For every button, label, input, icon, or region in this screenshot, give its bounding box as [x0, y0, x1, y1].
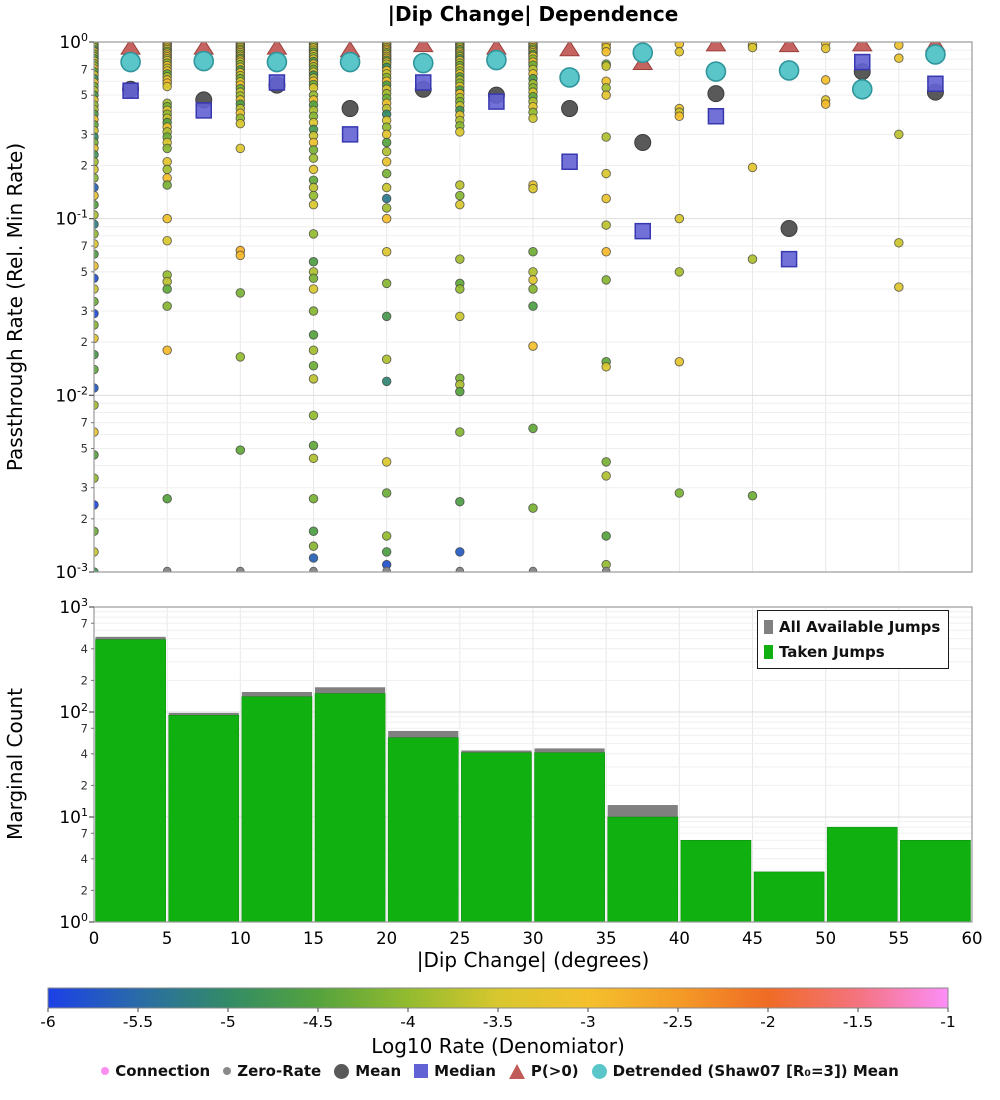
- svg-text:5: 5: [161, 929, 173, 948]
- svg-text:55: 55: [888, 929, 910, 948]
- circle-marker-icon: [334, 1064, 349, 1079]
- svg-text:2: 2: [80, 158, 88, 173]
- svg-text:3: 3: [80, 480, 88, 495]
- svg-text:-4: -4: [400, 1013, 416, 1031]
- svg-text:100: $10^0$: [59, 911, 88, 933]
- svg-text:100: $10^0$: [59, 31, 88, 53]
- chart-title: |Dip Change| Dependence: [387, 2, 679, 26]
- legend-item-label: Detrended (Shaw07 [R₀=3]) Mean: [612, 1062, 899, 1080]
- svg-text:3: 3: [80, 304, 88, 319]
- svg-text:2: 2: [80, 673, 88, 688]
- svg-text:50: 50: [815, 929, 837, 948]
- svg-text:5: 5: [80, 441, 88, 456]
- square-marker-icon: [414, 1064, 428, 1078]
- svg-text:2: 2: [80, 511, 88, 526]
- svg-text:2: 2: [80, 335, 88, 350]
- svg-text:10-1: $10^{-1}$: [55, 207, 88, 230]
- svg-text:30: 30: [522, 929, 544, 948]
- svg-text:-1.5: -1.5: [842, 1013, 874, 1031]
- svg-text:7: 7: [80, 616, 88, 631]
- svg-text:7: 7: [80, 721, 88, 736]
- svg-text:101: $10^1$: [59, 806, 88, 828]
- legend-item-3: [414, 1062, 496, 1080]
- scatter-y-axis-label: Passthrough Rate (Rel. Min Rate): [3, 142, 27, 472]
- legend-item-1: [223, 1062, 321, 1080]
- svg-text:-5: -5: [220, 1013, 236, 1031]
- legend-item-label: Zero-Rate: [237, 1062, 322, 1080]
- legend-item-label: P(>0): [530, 1062, 579, 1080]
- taken-jumps-swatch-icon: [764, 645, 773, 659]
- svg-text:45: 45: [742, 929, 763, 948]
- svg-text:-2: -2: [760, 1013, 776, 1031]
- taken-jumps-label: Taken Jumps: [779, 642, 885, 661]
- svg-text:35: 35: [595, 929, 617, 948]
- legend-row-taken: [764, 639, 940, 664]
- svg-text:-6: -6: [40, 1013, 56, 1031]
- svg-text:60: 60: [961, 929, 983, 948]
- svg-text:10-3: $10^{-3}$: [55, 561, 88, 583]
- all-available-label: All Available Jumps: [779, 617, 941, 636]
- svg-text:7: 7: [80, 239, 88, 254]
- legend-item-label: Mean: [355, 1062, 402, 1080]
- legend-row-all-available: [764, 614, 940, 639]
- bars-y-axis-label: Marginal Count: [3, 688, 27, 840]
- triangle-marker-icon: [509, 1064, 525, 1079]
- svg-text:7: 7: [80, 62, 88, 77]
- svg-text:7: 7: [80, 826, 88, 841]
- svg-text:0: 0: [88, 929, 100, 948]
- circle-marker-icon: [592, 1064, 607, 1079]
- svg-text:-1: -1: [940, 1013, 956, 1031]
- svg-text:102: $10^2$: [59, 701, 88, 723]
- svg-text:15: 15: [303, 929, 324, 948]
- x-axis-label: |Dip Change| (degrees): [416, 948, 650, 972]
- svg-text:4: 4: [80, 641, 88, 656]
- legend-item-2: [334, 1062, 401, 1080]
- bar-panel-legend: [757, 610, 949, 669]
- all-available-swatch-icon: [764, 620, 773, 634]
- svg-text:10-2: $10^{-2}$: [55, 384, 88, 407]
- svg-text:2: 2: [80, 778, 88, 793]
- svg-text:5: 5: [80, 88, 88, 103]
- marker-legend: [0, 1062, 1000, 1080]
- legend-item-label: Connection: [115, 1062, 211, 1080]
- legend-item-4: [509, 1062, 579, 1080]
- svg-text:-5.5: -5.5: [122, 1013, 154, 1031]
- colorbar-label: Log10 Rate (Denomiator): [371, 1034, 625, 1058]
- svg-text:103: $10^3$: [59, 596, 88, 618]
- svg-text:4: 4: [80, 746, 88, 761]
- legend-item-5: [592, 1062, 899, 1080]
- svg-text:-3: -3: [580, 1013, 596, 1031]
- svg-text:2: 2: [80, 883, 88, 898]
- svg-text:-4.5: -4.5: [302, 1013, 334, 1031]
- svg-text:5: 5: [80, 264, 88, 279]
- legend-item-0: [101, 1062, 210, 1080]
- svg-text:-3.5: -3.5: [482, 1013, 514, 1031]
- svg-text:3: 3: [80, 127, 88, 142]
- svg-text:10: 10: [229, 929, 251, 948]
- dot-marker-icon: [101, 1067, 109, 1075]
- svg-text:4: 4: [80, 851, 88, 866]
- svg-text:-2.5: -2.5: [662, 1013, 694, 1031]
- svg-text:25: 25: [449, 929, 471, 948]
- dot-marker-icon: [223, 1067, 231, 1075]
- legend-item-label: Median: [434, 1062, 496, 1080]
- svg-text:7: 7: [80, 415, 88, 430]
- svg-text:20: 20: [376, 929, 398, 948]
- svg-text:40: 40: [668, 929, 690, 948]
